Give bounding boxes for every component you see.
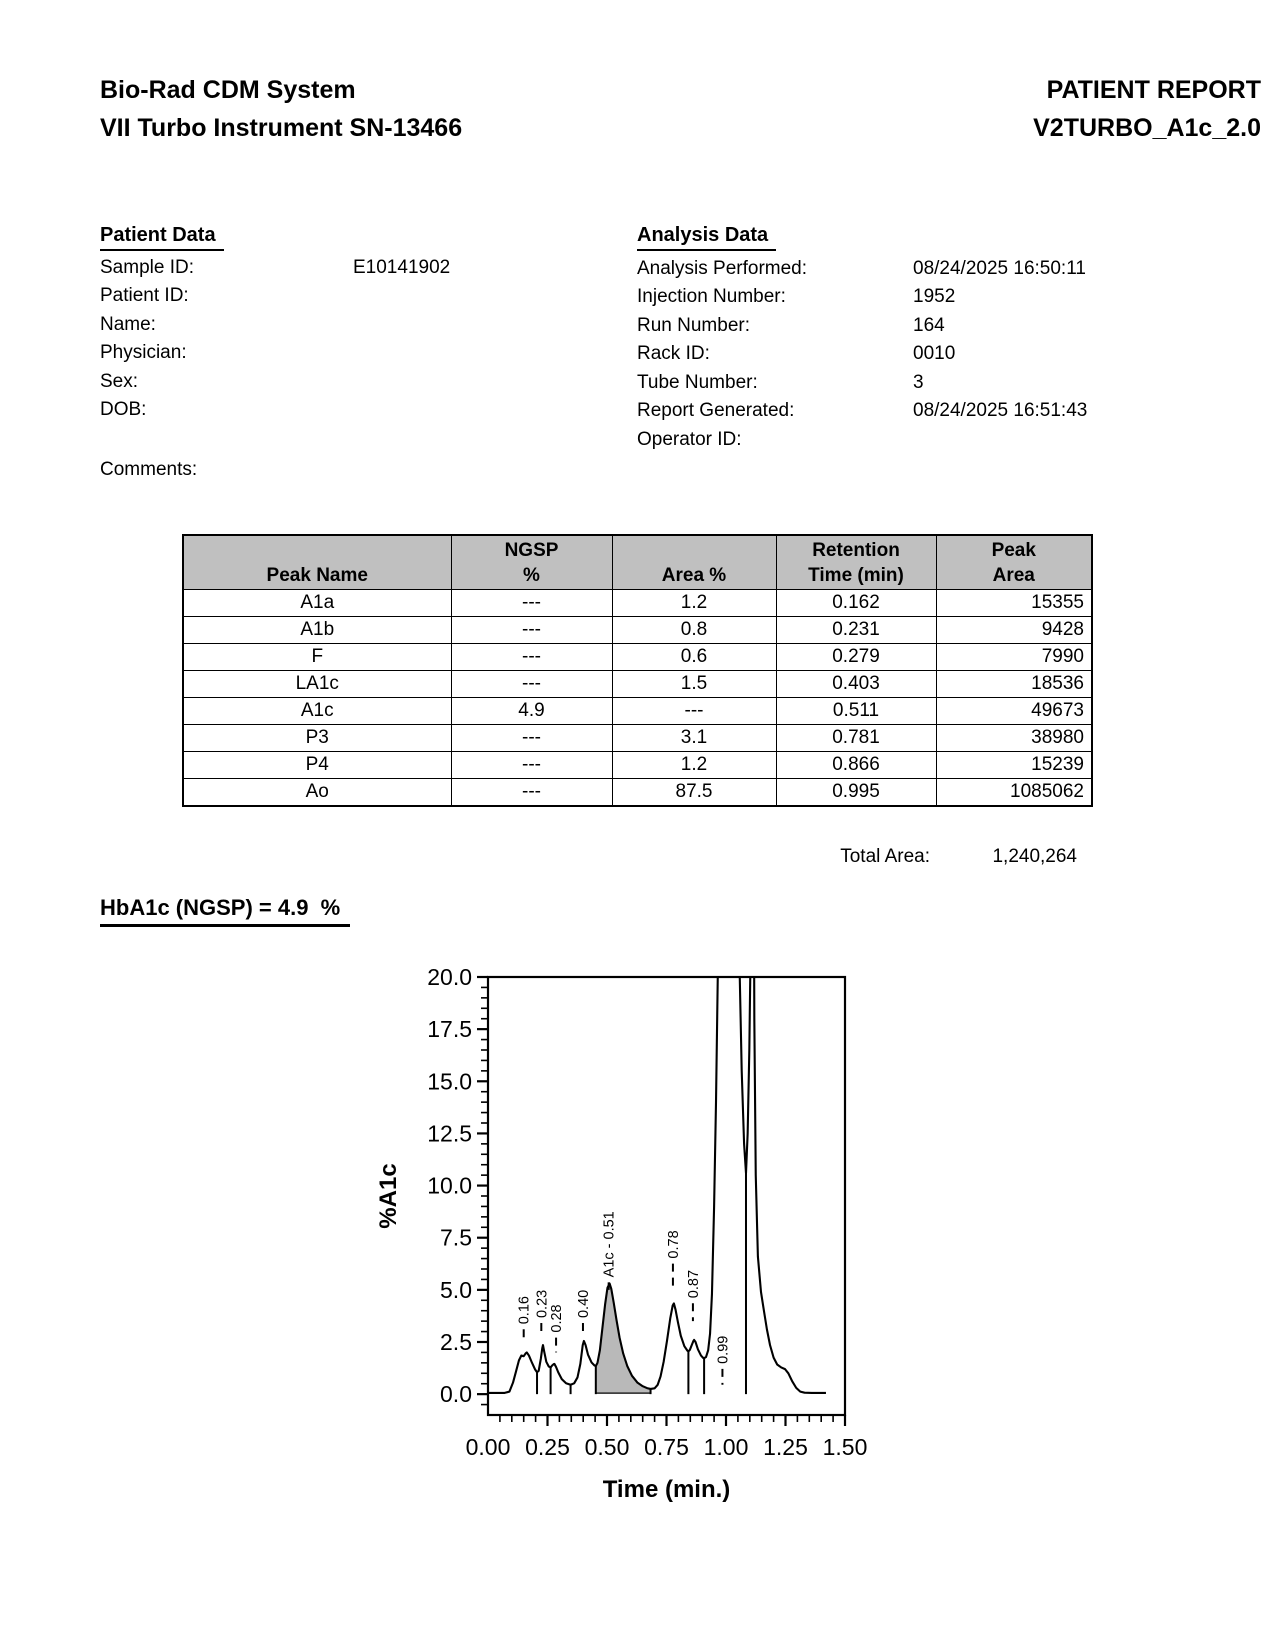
peak-table-cell: F [183, 644, 451, 671]
y-tick-label: 7.5 [440, 1224, 472, 1251]
patient-field-label: Patient ID: [100, 285, 189, 307]
peak-retention-label: 0.78 [665, 1230, 682, 1259]
peak-retention-label: 0.87 [685, 1269, 702, 1299]
x-tick-label: 1.50 [822, 1434, 868, 1460]
peak-table-cell: 1.5 [612, 671, 776, 698]
patient-data-heading: Patient Data [100, 224, 224, 251]
analysis-field-label: Analysis Performed: [637, 258, 808, 279]
peak-table-column-header: NGSP % [451, 535, 612, 590]
chromatogram-trace [488, 920, 826, 1393]
hba1c-result: HbA1c (NGSP) = 4.9 % [100, 895, 350, 927]
peak-table-row [183, 779, 1092, 807]
peak-table-cell: Ao [183, 779, 451, 807]
patient-field-row [100, 315, 620, 343]
y-axis-title: %A1c [375, 1163, 402, 1229]
peak-table-row [183, 644, 1092, 671]
peak-retention-label: 0.23 [534, 1289, 551, 1319]
x-tick-label: 1.00 [703, 1434, 749, 1460]
peak-table-cell: P4 [183, 752, 451, 779]
peak-table-cell: --- [451, 671, 612, 698]
peak-table-cell: A1a [183, 590, 451, 617]
analysis-field-value: 164 [913, 314, 945, 336]
peak-table-cell: 0.162 [776, 590, 936, 617]
analysis-field-value: 08/24/2025 16:50:11 [913, 258, 1086, 279]
instrument-title: Bio-Rad CDM System [100, 76, 356, 104]
y-tick-label: 2.5 [440, 1329, 472, 1355]
peak-table-cell: --- [612, 698, 776, 725]
total-area-label: Total Area: [840, 846, 930, 867]
peak-retention-label: 0.16 [516, 1296, 533, 1325]
instrument-subtitle: VII Turbo Instrument SN-13466 [100, 114, 463, 142]
patient-field-value: E10141902 [353, 257, 451, 278]
analysis-field-row [637, 430, 1197, 458]
chart-root [375, 920, 867, 1503]
peak-table-cell: 0.6 [612, 644, 776, 671]
a1c-shaded-peak [596, 1284, 651, 1394]
analysis-field-value: 1952 [913, 286, 956, 308]
analysis-field-label: Injection Number: [637, 286, 786, 308]
analysis-field-label: Run Number: [637, 314, 750, 336]
analysis-field-row [637, 287, 1197, 315]
peak-table-row [183, 590, 1092, 617]
peak-table-cell: 7990 [936, 644, 1092, 671]
analysis-data-heading: Analysis Data [637, 224, 776, 251]
peak-table-cell: 0.995 [776, 779, 936, 807]
patient-field-label: DOB: [100, 399, 147, 421]
x-axis-title: Time (min.) [602, 1476, 731, 1503]
y-tick-label: 5.0 [440, 1276, 472, 1303]
peak-table-cell: --- [451, 779, 612, 807]
peak-table-header [183, 535, 1092, 590]
peak-table-body [183, 590, 1092, 807]
patient-field-label: Sample ID: [100, 257, 194, 278]
peak-table-cell: --- [451, 590, 612, 617]
analysis-field-row [637, 401, 1197, 429]
y-tick-label: 15.0 [427, 1068, 472, 1095]
peak-table-column-header: Peak Name [183, 535, 451, 590]
x-tick-label: 1.25 [763, 1434, 808, 1460]
x-tick-label: 0.50 [584, 1434, 630, 1460]
x-tick-label: 0.25 [525, 1434, 570, 1460]
peak-table-cell: 0.781 [776, 725, 936, 752]
peak-table-cell: 0.403 [776, 671, 936, 698]
comments-label: Comments: [100, 459, 198, 480]
peak-table-cell: --- [451, 644, 612, 671]
peak-table-column-header: Peak Area [936, 535, 1092, 590]
analysis-field-value: 3 [913, 371, 924, 393]
analysis-field-value: 08/24/2025 16:51:43 [913, 400, 1088, 422]
peak-table-cell: 15355 [936, 590, 1092, 617]
peak-table-cell: 0.279 [776, 644, 936, 671]
analysis-field-row [637, 316, 1197, 344]
peak-retention-label: 0.40 [575, 1289, 592, 1319]
peak-table-cell: 38980 [936, 725, 1092, 752]
peak-table-cell: --- [451, 752, 612, 779]
patient-field-row [100, 343, 620, 371]
patient-field-label: Name: [100, 313, 156, 335]
analysis-field-value: 0010 [913, 343, 956, 365]
report-method-version: V2TURBO_A1c_2.0 [1033, 114, 1261, 142]
analysis-field-label: Report Generated: [637, 400, 795, 422]
peak-table-cell: 15239 [936, 752, 1092, 779]
peak-table-cell: P3 [183, 725, 451, 752]
patient-field-row [100, 286, 620, 314]
y-axis-ticks [427, 964, 488, 1407]
peak-table-column-header: Retention Time (min) [776, 535, 936, 590]
peak-table-cell: --- [451, 725, 612, 752]
peak-table-cell: 0.8 [612, 617, 776, 644]
peak-retention-label: A1c - 0.51 [601, 1211, 618, 1278]
peak-table-cell: 18536 [936, 671, 1092, 698]
peak-table-cell: 3.1 [612, 725, 776, 752]
peak-table-cell: 0.866 [776, 752, 936, 779]
patient-field-label: Physician: [100, 342, 187, 364]
patient-field-row [100, 400, 620, 428]
peak-table-cell: 87.5 [612, 779, 776, 807]
y-tick-label: 0.0 [440, 1381, 472, 1408]
peak-table-cell: A1c [183, 698, 451, 725]
patient-field-label: Sex: [100, 370, 139, 392]
peak-table-cell: 49673 [936, 698, 1092, 725]
analysis-data-fields [637, 259, 1197, 458]
analysis-field-label: Rack ID: [637, 343, 710, 365]
peak-table-cell: 1.2 [612, 752, 776, 779]
patient-field-row [100, 372, 620, 400]
peak-table-column-header: Area % [612, 535, 776, 590]
total-area-value: 1,240,264 [992, 846, 1077, 867]
peak-table-cell: 0.511 [776, 698, 936, 725]
y-tick-label: 10.0 [427, 1172, 472, 1199]
patient-data-fields [100, 258, 620, 429]
analysis-field-label: Tube Number: [637, 371, 758, 393]
y-tick-label: 20.0 [427, 964, 472, 990]
x-tick-label: 0.00 [465, 1434, 511, 1460]
y-tick-label: 17.5 [427, 1016, 472, 1043]
analysis-field-row [637, 373, 1197, 401]
x-axis-ticks [466, 1415, 868, 1460]
report-type-title: PATIENT REPORT [1046, 76, 1261, 104]
peak-table-cell: A1b [183, 617, 451, 644]
peak-table-cell: LA1c [183, 671, 451, 698]
chromatogram-chart [340, 920, 915, 1540]
peak-table-cell: 1.2 [612, 590, 776, 617]
analysis-field-row [637, 344, 1197, 372]
analysis-field-row [637, 259, 1197, 287]
peak-retention-label: 0.99 [715, 1335, 732, 1364]
peak-table-cell: 9428 [936, 617, 1092, 644]
patient-field-row [100, 258, 620, 286]
peak-table-row [183, 698, 1092, 725]
y-tick-label: 12.5 [427, 1120, 472, 1147]
peak-table-cell: 1085062 [936, 779, 1092, 807]
peak-retention-label: 0.28 [549, 1304, 566, 1333]
peak-table-row [183, 725, 1092, 752]
analysis-field-label: Operator ID: [637, 428, 742, 450]
peak-table-cell: 0.231 [776, 617, 936, 644]
peak-table-row [183, 752, 1092, 779]
peak-table-row [183, 671, 1092, 698]
x-tick-label: 0.75 [644, 1434, 689, 1460]
peak-table-row [183, 617, 1092, 644]
peak-table-cell: 4.9 [451, 698, 612, 725]
peak-table-cell: --- [451, 617, 612, 644]
peak-table [182, 534, 1093, 807]
